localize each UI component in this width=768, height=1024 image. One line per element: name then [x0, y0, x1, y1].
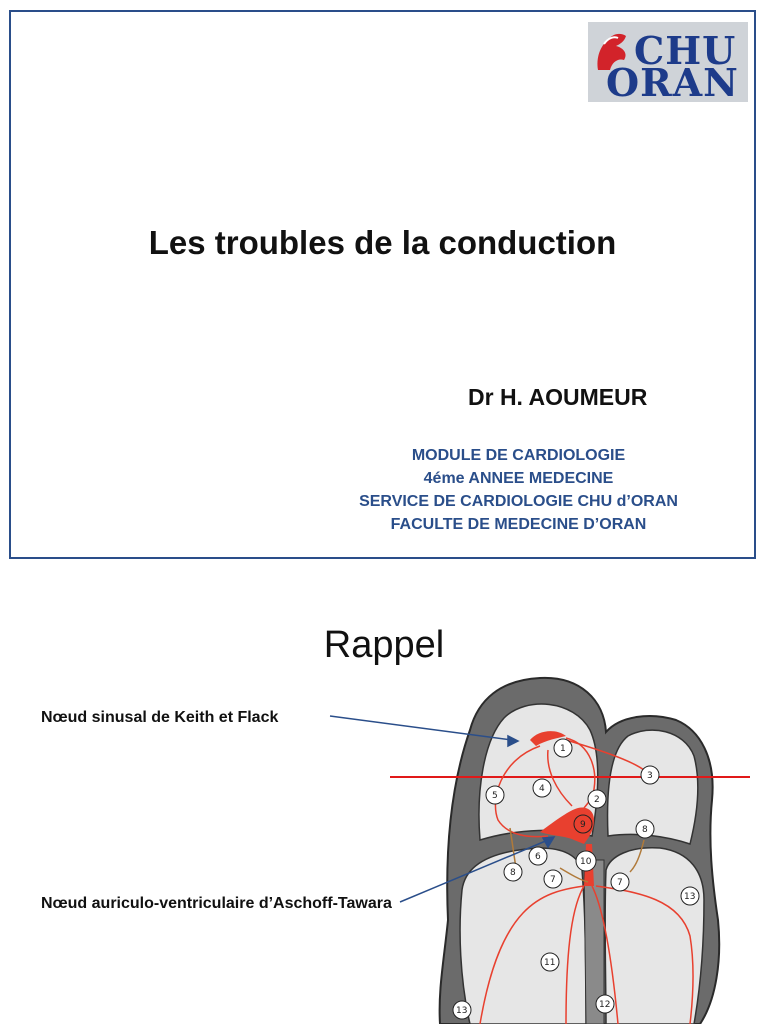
svg-text:8: 8: [510, 868, 516, 878]
svg-text:8: 8: [642, 825, 648, 835]
svg-text:4: 4: [539, 784, 545, 794]
svg-text:10: 10: [580, 857, 592, 867]
marker-9: [574, 815, 592, 833]
ventricle-chamber-right: [460, 848, 586, 1024]
marker-7b: [611, 873, 629, 891]
marker-12: [596, 995, 614, 1013]
affiliation-line: MODULE DE CARDIOLOGIE: [411, 447, 626, 464]
author-name: Dr H. AOUMEUR: [468, 384, 648, 410]
marker-7a: [544, 870, 562, 888]
affiliation-block: [311, 444, 726, 536]
marker-6: [529, 847, 547, 865]
svg-text:3: 3: [647, 771, 653, 781]
affiliation-line: 4éme ANNEE MEDECINE: [423, 470, 614, 487]
marker-11: [541, 953, 559, 971]
sinus-node-label: Nœud sinusal de Keith et Flack: [41, 709, 279, 726]
marker-3: [641, 766, 659, 784]
svg-text:13: 13: [456, 1006, 468, 1016]
slide-title: Les troubles de la conduction: [148, 224, 617, 261]
logo-text-oran: ORAN: [606, 60, 739, 105]
logo-text-chu: CHU: [634, 28, 737, 73]
title-slide: [9, 10, 756, 559]
svg-text:12: 12: [599, 1000, 611, 1010]
marker-8a: [504, 863, 522, 881]
marker-8b: [636, 820, 654, 838]
svg-text:1: 1: [560, 744, 566, 754]
av-node-label: Nœud auriculo-ventriculaire d’Aschoff-Tawara: [41, 895, 392, 912]
marker-5: [486, 786, 504, 804]
svg-text:9: 9: [580, 820, 586, 830]
svg-text:13: 13: [684, 892, 696, 902]
svg-text:7: 7: [550, 875, 556, 885]
svg-text:2: 2: [594, 795, 600, 805]
marker-2: [588, 790, 606, 808]
marker-13a: [681, 887, 699, 905]
svg-text:6: 6: [535, 852, 541, 862]
slide2-title: Rappel: [323, 624, 445, 666]
marker-1: [554, 739, 572, 757]
chu-oran-logo: [588, 22, 748, 105]
svg-text:5: 5: [492, 791, 498, 801]
affiliation-line: FACULTE DE MEDECINE D’ORAN: [390, 516, 647, 533]
svg-text:7: 7: [617, 878, 623, 888]
marker-13b: [453, 1001, 471, 1019]
marker-4: [533, 779, 551, 797]
svg-text:11: 11: [544, 958, 556, 968]
marker-10: [576, 851, 596, 871]
affiliation-line: SERVICE DE CARDIOLOGIE CHU d’ORAN: [359, 493, 678, 510]
